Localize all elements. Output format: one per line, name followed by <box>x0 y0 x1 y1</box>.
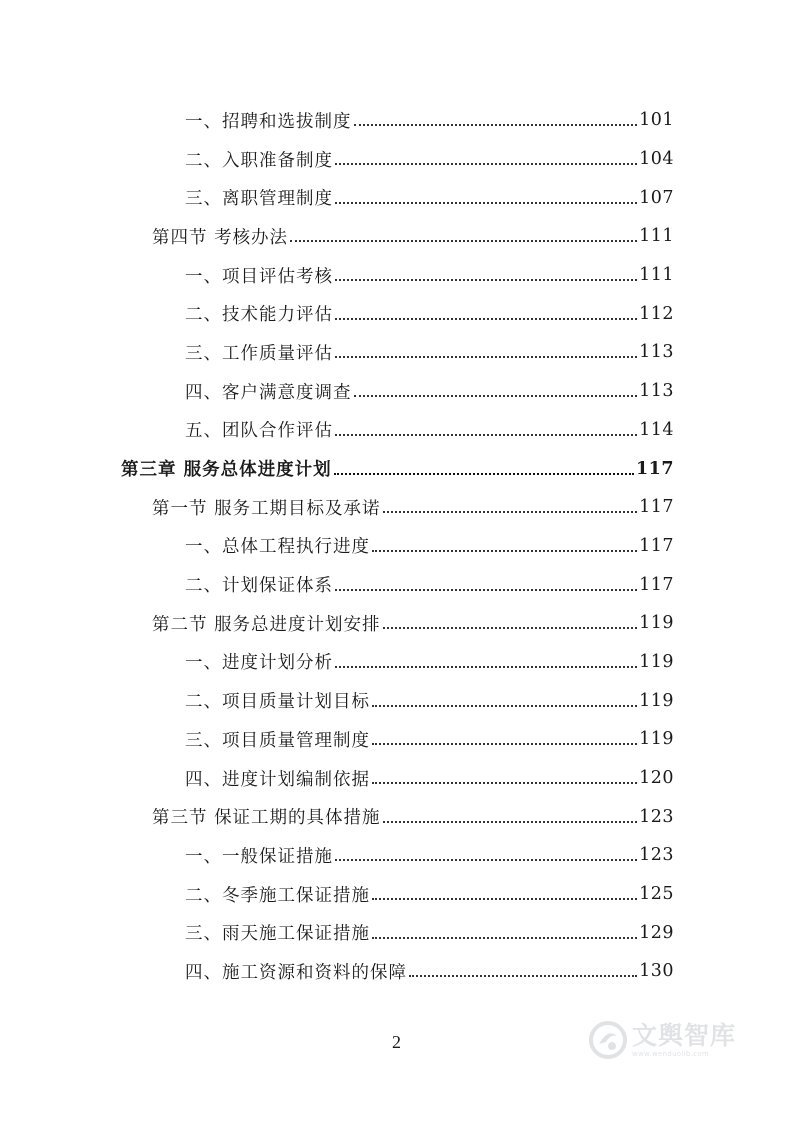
toc-entry-page: 111 <box>639 226 674 247</box>
watermark-name: 文舆智库 <box>632 1020 737 1050</box>
toc-entry[interactable] <box>0 565 793 604</box>
toc-entry-label: 一、招聘和选拔制度 <box>185 111 352 132</box>
toc-entry-label: 一、项目评估考核 <box>185 266 333 287</box>
toc-entry-label: 二、入职准备制度 <box>185 150 333 171</box>
toc-entry-page: 130 <box>639 961 674 982</box>
toc-entry-label: 第二节 服务总进度计划安排 <box>152 614 381 635</box>
toc-entry-page: 117 <box>639 497 674 518</box>
toc-entry[interactable] <box>0 140 793 179</box>
toc-dot-leader <box>335 356 637 358</box>
toc-dot-leader <box>372 743 637 745</box>
toc-dot-leader <box>335 163 637 165</box>
toc-entry-label: 第三章 服务总体进度计划 <box>121 460 332 481</box>
toc-entry-label: 三、离职管理制度 <box>185 189 333 210</box>
toc-entry-page: 111 <box>639 265 674 286</box>
toc-dot-leader <box>335 279 637 281</box>
toc-entry-page: 120 <box>639 768 674 789</box>
toc-dot-leader <box>372 898 637 900</box>
toc-entry[interactable] <box>0 952 793 991</box>
toc-dot-leader <box>372 705 637 707</box>
toc-entry[interactable] <box>0 449 793 488</box>
toc-dot-leader <box>335 666 637 668</box>
toc-dot-leader <box>372 782 637 784</box>
toc-entry-page: 107 <box>639 187 674 208</box>
toc-entry-label: 五、团队合作评估 <box>185 421 333 442</box>
toc-entry-label: 第四节 考核办法 <box>152 227 289 248</box>
toc-entry[interactable] <box>0 720 793 759</box>
toc-entry-label: 四、客户满意度调查 <box>185 382 352 403</box>
toc-dot-leader <box>383 821 638 823</box>
page-number: 2 <box>392 1032 401 1052</box>
toc-entry-label: 第一节 服务工期目标及承诺 <box>152 498 381 519</box>
toc-dot-leader <box>383 627 638 629</box>
toc-dot-leader <box>409 975 637 977</box>
toc-dot-leader <box>335 859 637 861</box>
toc-entry-label: 三、雨天施工保证措施 <box>185 924 370 945</box>
toc-entry-label: 一、进度计划分析 <box>185 653 333 674</box>
toc-entry-label: 第三节 保证工期的具体措施 <box>152 808 381 829</box>
toc-entry-label: 三、工作质量评估 <box>185 343 333 364</box>
toc-entry-label: 四、进度计划编制依据 <box>185 769 370 790</box>
table-of-contents <box>0 101 793 991</box>
toc-entry-page: 119 <box>639 729 674 750</box>
toc-dot-leader <box>372 937 637 939</box>
toc-entry[interactable] <box>0 797 793 836</box>
toc-dot-leader <box>335 202 637 204</box>
toc-entry[interactable] <box>0 333 793 372</box>
toc-entry[interactable] <box>0 681 793 720</box>
toc-entry[interactable] <box>0 759 793 798</box>
toc-entry[interactable] <box>0 411 793 450</box>
toc-entry[interactable] <box>0 256 793 295</box>
toc-entry-page: 125 <box>639 884 674 905</box>
toc-entry-page: 119 <box>639 613 674 634</box>
toc-entry-label: 一、总体工程执行进度 <box>185 537 370 558</box>
toc-entry-page: 104 <box>639 149 674 170</box>
toc-entry[interactable] <box>0 836 793 875</box>
toc-entry-label: 一、一般保证措施 <box>185 846 333 867</box>
toc-entry[interactable] <box>0 875 793 914</box>
toc-entry-page: 123 <box>639 845 674 866</box>
toc-entry-page: 114 <box>639 419 674 440</box>
toc-entry-label: 二、技术能力评估 <box>185 305 333 326</box>
toc-entry-page: 117 <box>635 458 674 479</box>
toc-dot-leader <box>335 318 637 320</box>
toc-entry-page: 112 <box>639 303 674 324</box>
toc-entry[interactable] <box>0 178 793 217</box>
watermark <box>588 1020 736 1060</box>
toc-entry[interactable] <box>0 488 793 527</box>
toc-entry-label: 二、冬季施工保证措施 <box>185 885 370 906</box>
toc-entry[interactable] <box>0 643 793 682</box>
toc-dot-leader <box>354 395 638 397</box>
watermark-url: www.wenduolib.com <box>632 1049 709 1058</box>
toc-entry-page: 113 <box>639 381 674 402</box>
toc-entry-page: 119 <box>639 651 674 672</box>
toc-dot-leader <box>290 240 637 242</box>
toc-entry[interactable] <box>0 913 793 952</box>
toc-entry[interactable] <box>0 372 793 411</box>
toc-dot-leader <box>354 124 638 126</box>
toc-dot-leader <box>334 473 634 475</box>
toc-entry-page: 113 <box>639 342 674 363</box>
toc-entry[interactable] <box>0 604 793 643</box>
toc-entry-page: 117 <box>639 574 674 595</box>
toc-entry-label: 二、计划保证体系 <box>185 576 333 597</box>
toc-dot-leader <box>335 589 637 591</box>
toc-entry-page: 129 <box>639 922 674 943</box>
toc-entry-page: 117 <box>639 535 674 556</box>
toc-entry-page: 101 <box>639 110 674 131</box>
toc-entry[interactable] <box>0 294 793 333</box>
toc-entry-label: 三、项目质量管理制度 <box>185 730 370 751</box>
toc-dot-leader <box>335 434 637 436</box>
toc-dot-leader <box>383 511 638 513</box>
toc-entry[interactable] <box>0 527 793 566</box>
wendou-logo-icon <box>588 1020 628 1060</box>
toc-entry[interactable] <box>0 217 793 256</box>
toc-entry-label: 四、施工资源和资料的保障 <box>185 962 407 983</box>
toc-entry[interactable] <box>0 101 793 140</box>
toc-dot-leader <box>372 550 637 552</box>
toc-entry-label: 二、项目质量计划目标 <box>185 692 370 713</box>
toc-entry-page: 119 <box>639 690 674 711</box>
toc-entry-page: 123 <box>639 806 674 827</box>
